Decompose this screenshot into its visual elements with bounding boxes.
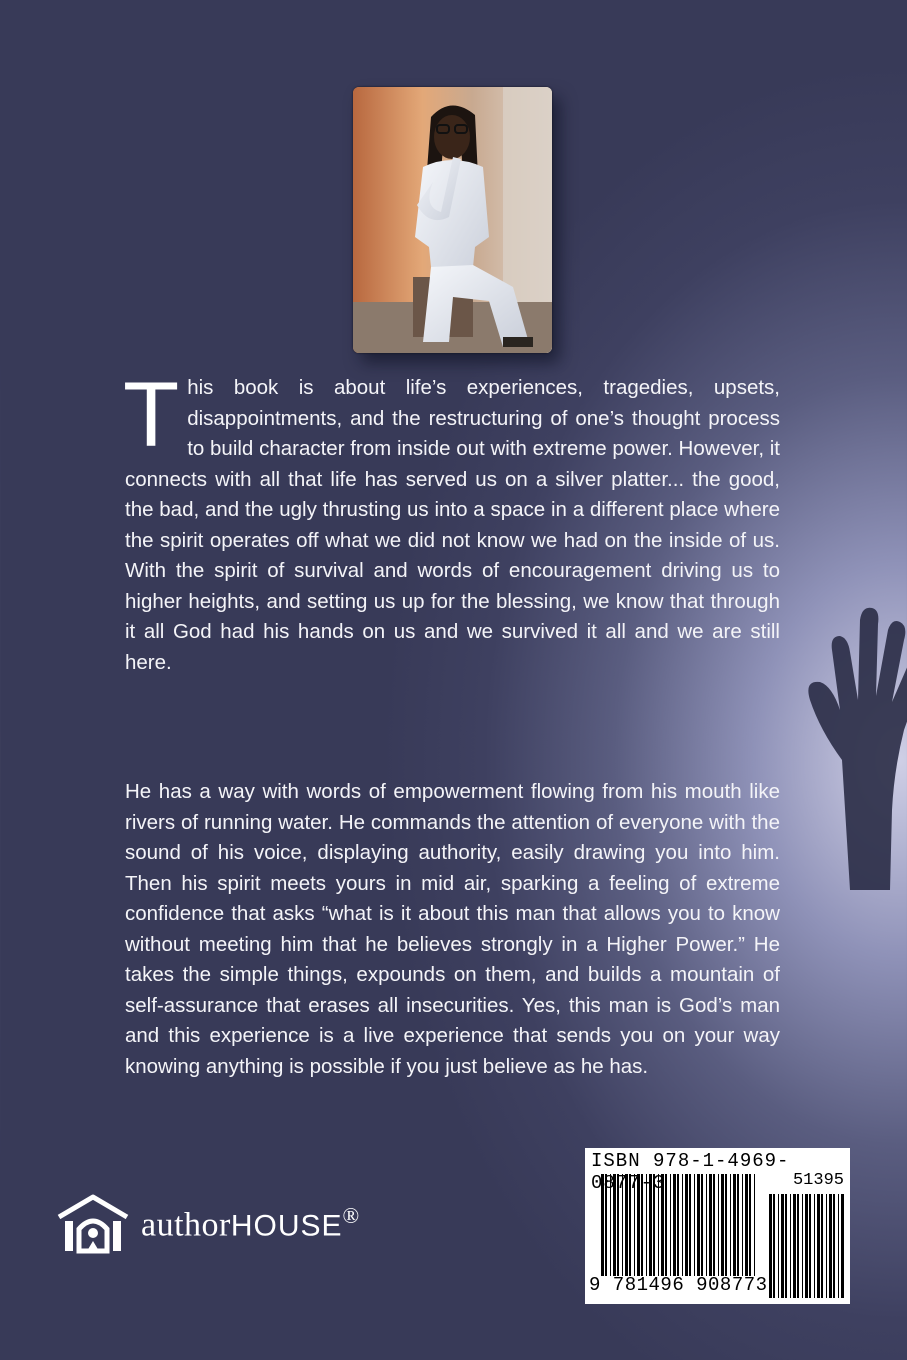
blurb-paragraph-2: He has a way with words of empowerment flowing from his mouth like rivers of running water. He commands the attention of everyone with the sound of his voice, displaying authority, easily drawing you into him. Then his spirit meets yours in mid air, sparking a feeling of extreme confidence that asks “what is it about this man that allows you to know without meeting him that he believes strongly in a Higher Power.” He takes the simple things, expounds on them, and builds a mountain of self-assurance that erases all insecurities. Yes, this man is God’s man and this experience is a live experience that sends you on your way knowing anything is possible if you just believe as he has. — [125, 780, 780, 1078]
barcode-bar — [817, 1194, 820, 1298]
drop-cap: T — [123, 364, 180, 466]
barcode-bar — [797, 1194, 799, 1298]
barcode-bar — [805, 1194, 808, 1298]
isbn-label: ISBN 978-1-4969-0877-3 — [591, 1150, 790, 1194]
barcode-bar — [829, 1194, 832, 1298]
publisher-logo — [55, 1193, 360, 1255]
barcode-bar — [821, 1194, 823, 1298]
author-photo — [353, 87, 552, 353]
ean-digits: 9 781496 908773 — [589, 1274, 768, 1296]
barcode-bar — [841, 1194, 844, 1298]
isbn-barcode — [585, 1148, 850, 1304]
barcode-bar — [793, 1194, 796, 1298]
publisher-name — [141, 1203, 360, 1244]
barcode-bar — [814, 1194, 815, 1298]
blurb-paragraph-1-text: his book is about life’s experiences, tragedies, upsets, disappointments, and the restructuring of one’s thought process to build character from inside out with extreme power. However, it connects with all that life has served us on a silver platter... the good, the bad, and the ugly thrusting us into a space in a different place where the spirit operates off what we did not know we had on the inside of us. With the spirit of survival and words of encouragement driving us to higher heights, and setting us up for the blessing, we know that through it all God had his hands on us and we survived it all and we are still here. — [125, 376, 780, 674]
barcode-bar — [838, 1194, 839, 1298]
barcode-bar — [809, 1194, 811, 1298]
barcode-bar — [785, 1194, 787, 1298]
price-code: 51395 — [792, 1171, 844, 1190]
blurb-paragraph-1 — [123, 364, 780, 678]
barcode-bar — [773, 1194, 775, 1298]
author-photo-illustration — [353, 87, 552, 353]
barcode-bar — [826, 1194, 827, 1298]
registered-mark: ® — [342, 1203, 360, 1229]
barcode-bar — [802, 1194, 803, 1298]
authorhouse-logo-icon — [55, 1193, 131, 1255]
publisher-name-suffix: HOUSE — [230, 1209, 343, 1243]
barcode-bar — [781, 1194, 784, 1298]
barcode-bar — [769, 1194, 772, 1298]
publisher-name-prefix: author — [141, 1206, 231, 1244]
barcode-bar — [790, 1194, 791, 1298]
barcode-bar — [778, 1194, 779, 1298]
barcode-bar — [833, 1194, 835, 1298]
raised-hand-silhouette — [780, 560, 907, 890]
